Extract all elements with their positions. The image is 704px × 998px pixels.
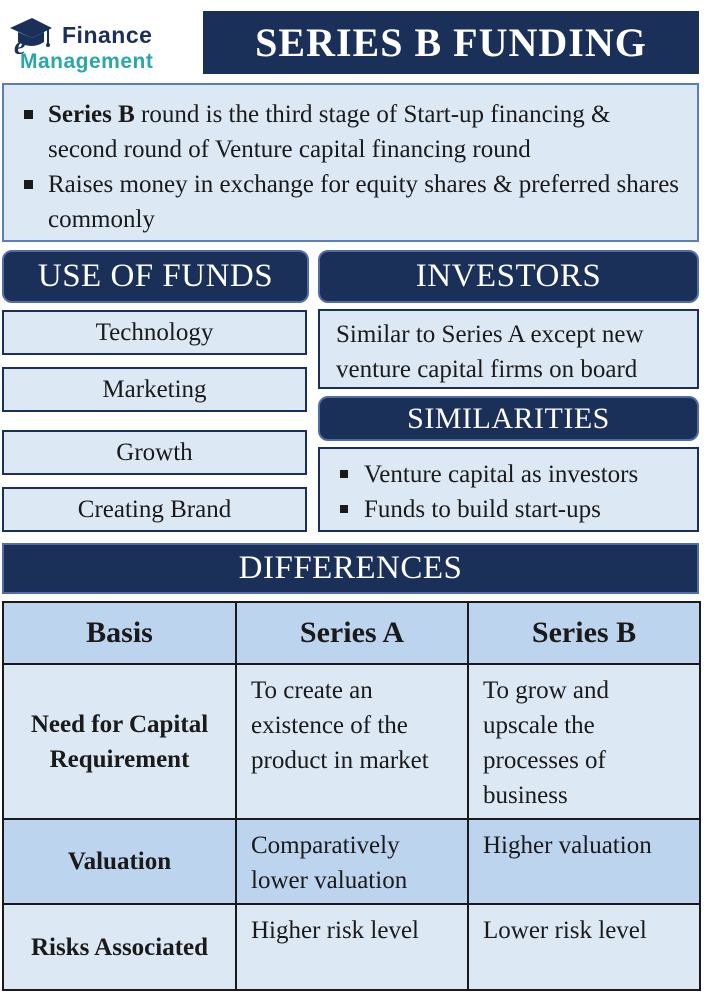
- table-row: [3, 819, 700, 904]
- intro-bullet-1-bold: Series B: [48, 101, 135, 128]
- table-header-row: [3, 602, 700, 664]
- similarities-box: [318, 447, 699, 532]
- series-b-cell: Lower risk level: [468, 904, 700, 990]
- fund-item-growth: Growth: [2, 430, 307, 475]
- brand-logo: [4, 10, 200, 74]
- table-row: [3, 904, 700, 990]
- series-a-cell: To create an existence of the product in market: [236, 664, 468, 819]
- investors-heading: INVESTORS: [318, 250, 699, 303]
- graduation-cap-icon: [8, 14, 52, 54]
- intro-bullet-1: [22, 97, 683, 167]
- differences-table: [2, 601, 701, 991]
- row-basis-cell: Risks Associated: [3, 904, 236, 990]
- series-a-cell: Higher risk level: [236, 904, 468, 990]
- row-basis-cell: Need for Capital Requirement: [3, 664, 236, 819]
- fund-item-marketing: Marketing: [2, 367, 307, 412]
- series-a-cell: Comparatively lower valuation: [236, 819, 468, 904]
- table-row: [3, 664, 700, 819]
- intro-box: [2, 83, 699, 242]
- row-basis-cell: Valuation: [3, 819, 236, 904]
- use-of-funds-heading: USE OF FUNDS: [2, 250, 309, 303]
- logo-text-finance: Finance: [62, 22, 153, 48]
- logo-text-management: Management: [20, 50, 154, 73]
- column-header-series-a: Series A: [236, 602, 468, 664]
- similarities-heading: SIMILARITIES: [318, 396, 699, 441]
- series-b-cell: Higher valuation: [468, 819, 700, 904]
- column-header-series-b: Series B: [468, 602, 700, 664]
- svg-text:e: e: [14, 31, 26, 54]
- fund-item-technology: Technology: [2, 310, 307, 355]
- similarities-list: [338, 457, 689, 527]
- column-header-basis: Basis: [3, 602, 236, 664]
- intro-bullet-1-text: round is the third stage of Start-up financing & second round of Venture capital financing round: [48, 101, 611, 163]
- series-b-cell: To grow and upscale the processes of business: [468, 664, 700, 819]
- intro-bullet-2: Raises money in exchange for equity shares & preferred shares commonly: [22, 167, 683, 237]
- investors-text: Similar to Series A except new venture capital firms on board: [318, 309, 699, 389]
- intro-list: [22, 97, 683, 237]
- page-title: SERIES B FUNDING: [203, 11, 699, 74]
- similarity-item: Funds to build start-ups: [338, 492, 689, 527]
- similarity-item: Venture capital as investors: [338, 457, 689, 492]
- fund-item-creating-brand: Creating Brand: [2, 487, 307, 532]
- differences-heading: DIFFERENCES: [2, 543, 699, 594]
